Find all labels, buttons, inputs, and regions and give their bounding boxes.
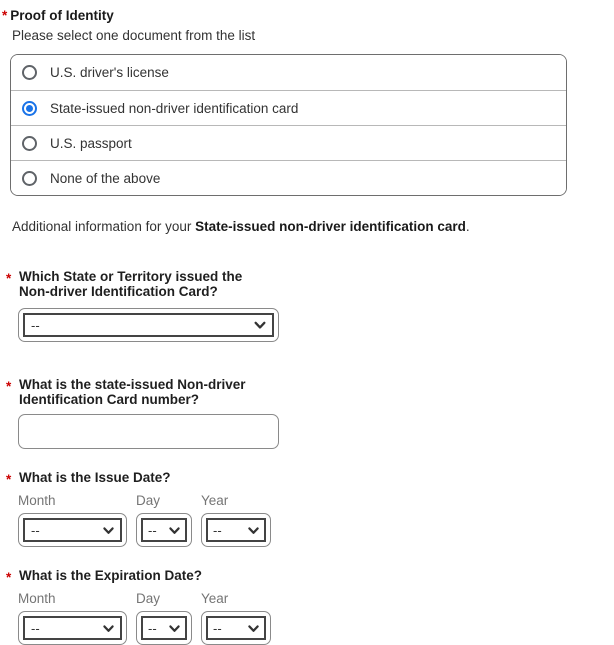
expiration-date-year-select[interactable]: [201, 611, 271, 645]
chevron-down-icon: [247, 622, 260, 635]
additional-info-suffix: .: [465, 219, 470, 234]
option-us-passport[interactable]: [11, 125, 566, 160]
card-number-input[interactable]: [18, 414, 279, 449]
chevron-down-icon: [168, 524, 181, 537]
year-label: Year: [201, 493, 229, 508]
expiration-date-month-select[interactable]: [18, 611, 127, 645]
question-text-line1: Which State or Territory issued the: [19, 269, 243, 284]
year-label: Year: [201, 591, 229, 606]
radio-button-icon[interactable]: [22, 136, 37, 151]
required-asterisk: *: [6, 379, 12, 394]
question-text: What is the Expiration Date?: [19, 568, 203, 583]
option-label: U.S. driver's license: [50, 65, 169, 80]
day-label: Day: [136, 493, 161, 508]
question-text-line1: What is the state-issued Non-driver: [19, 377, 246, 392]
issue-date-year-value: --: [213, 522, 222, 538]
issue-date-year-select[interactable]: [201, 513, 271, 547]
expiration-date-day-display: [141, 616, 187, 640]
card-number-question-label: [6, 377, 614, 407]
chevron-down-icon: [168, 622, 181, 635]
question-text-line2: Non-driver Identification Card?: [19, 284, 218, 299]
expiration-date-year-value: --: [213, 620, 222, 636]
state-select-display: [23, 313, 274, 337]
chevron-down-icon: [253, 318, 267, 332]
section-instruction: Please select one document from the list: [12, 28, 256, 43]
state-select-value: --: [31, 317, 40, 333]
option-label: State-issued non-driver identification card: [50, 100, 299, 116]
expiration-date-month-display: [23, 616, 122, 640]
document-options-list: [10, 54, 567, 196]
expiration-date-question-label: [6, 568, 614, 583]
chevron-down-icon: [102, 524, 115, 537]
expiration-date-day-select[interactable]: [136, 611, 192, 645]
issue-date-month-display: [23, 518, 122, 542]
chevron-down-icon: [102, 622, 115, 635]
issue-date-day-select[interactable]: [136, 513, 192, 547]
additional-info-text: [12, 219, 614, 234]
expiration-date-year-display: [206, 616, 266, 640]
expiration-date-month-value: --: [31, 620, 40, 636]
expiration-date-selects: [18, 611, 614, 645]
option-label: U.S. passport: [50, 135, 132, 151]
additional-info-prefix: Additional information for your: [12, 219, 196, 234]
required-asterisk: *: [2, 8, 8, 23]
radio-button-icon[interactable]: [22, 65, 37, 80]
chevron-down-icon: [247, 524, 260, 537]
issue-date-year-display: [206, 518, 266, 542]
issue-date-day-value: --: [148, 522, 157, 538]
option-none-of-the-above[interactable]: [11, 160, 566, 195]
option-label: None of the above: [50, 170, 161, 186]
option-us-drivers-license[interactable]: [11, 55, 566, 90]
additional-info-highlight: State-issued non-driver identification card: [195, 219, 466, 234]
issue-date-month-select[interactable]: [18, 513, 127, 547]
required-asterisk: *: [6, 271, 12, 286]
section-title: [2, 8, 614, 23]
question-text: What is the Issue Date?: [19, 470, 171, 485]
day-label: Day: [136, 591, 161, 606]
option-state-issued-non-driver-id[interactable]: [11, 90, 566, 125]
question-text-line2: Identification Card number?: [19, 392, 200, 407]
required-asterisk: *: [6, 472, 12, 487]
issue-date-day-display: [141, 518, 187, 542]
radio-button-selected-icon[interactable]: [22, 101, 37, 116]
issue-date-field-labels: [18, 493, 614, 508]
required-asterisk: *: [6, 570, 12, 585]
state-question-label: [6, 269, 614, 299]
issue-date-question-label: [6, 470, 614, 485]
expiration-date-day-value: --: [148, 620, 157, 636]
month-label: Month: [18, 591, 56, 606]
expiration-date-field-labels: [18, 591, 614, 606]
section-title-text: Proof of Identity: [10, 8, 114, 23]
issue-date-selects: [18, 513, 614, 547]
issue-date-month-value: --: [31, 522, 40, 538]
state-select[interactable]: [18, 308, 279, 342]
radio-button-icon[interactable]: [22, 171, 37, 186]
month-label: Month: [18, 493, 56, 508]
